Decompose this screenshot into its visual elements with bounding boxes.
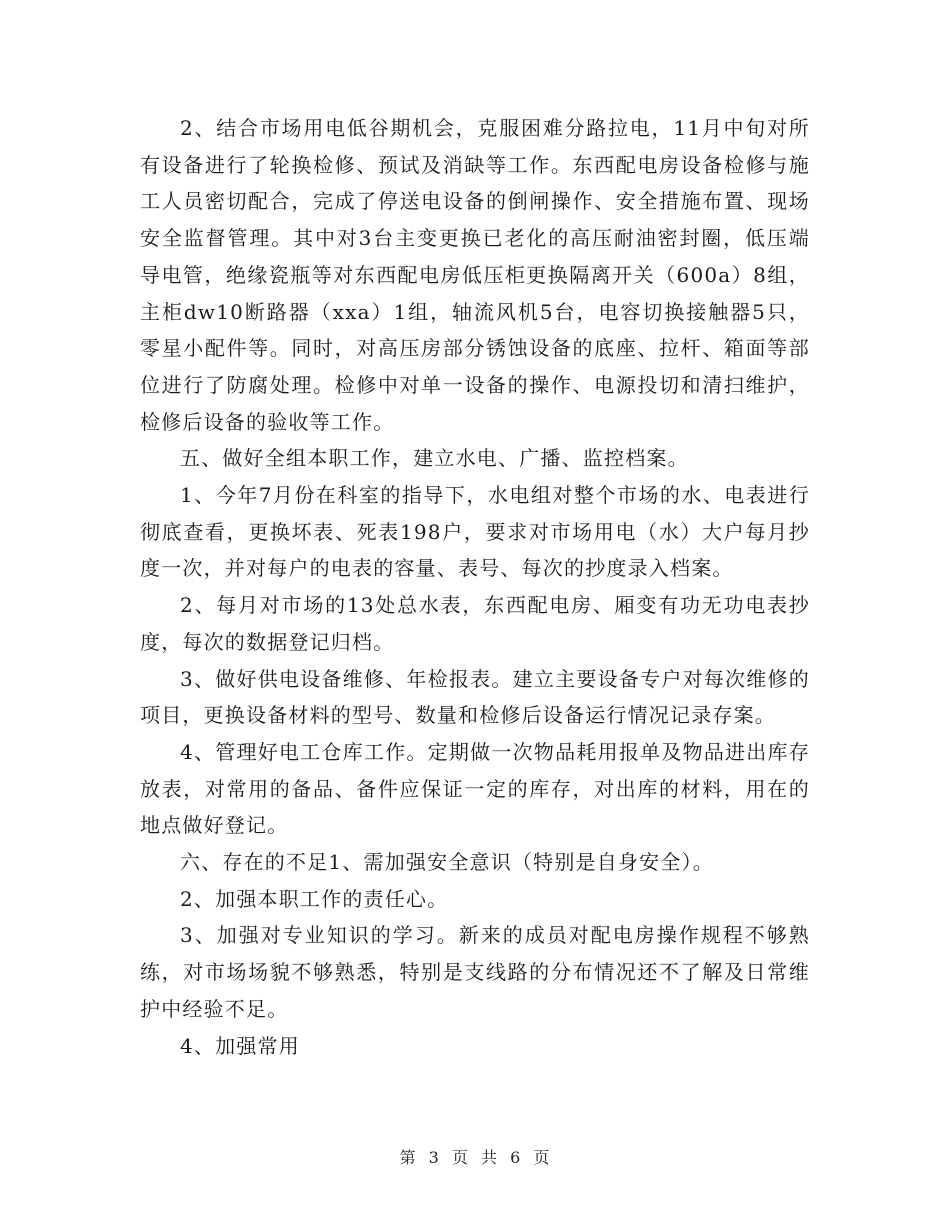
- paragraph-truncated: 4、加强常用: [180, 1033, 300, 1058]
- paragraph-monthly-reading: 2、每月对市场的13处总水表，东西配电房、厢变有功无功电表抄度，每次的数据登记归档。: [140, 593, 810, 654]
- document-body: [140, 110, 810, 1064]
- section-heading-five: 五、做好全组本职工作，建立水电、广播、监控档案。: [180, 446, 689, 471]
- section-heading-six: 六、存在的不足1、需加强安全意识（特别是自身安全）。: [180, 850, 714, 875]
- page-number-footer: 第 3 页 共 6 页: [399, 1148, 551, 1167]
- paragraph-professional-knowledge: 3、加强对专业知识的学习。新来的成员对配电房操作规程不够熟练，对市场场貌不够熟悉，特别是支线路的分布情况还不了解及日常维护中经验不足。: [140, 923, 810, 1021]
- paragraph-meter-check: 1、今年7月份在科室的指导下，水电组对整个市场的水、电表进行彻底查看，更换坏表、死表198户，要求对市场用电（水）大户每月抄度一次，并对每户的电表的容量、表号、每次的抄度录入档案。: [140, 483, 810, 581]
- paragraph-repair-work: 2、结合市场用电低谷期机会，克服困难分路拉电，11月中旬对所有设备进行了轮换检修、预试及消缺等工作。东西配电房设备检修与施工人员密切配合，完成了停送电设备的倒闸操作、安全措施布置、现场安全监督管理。其中对3台主变更换已老化的高压耐油密封圈，低压端导电管，绝缘瓷瓶等对东西配电房低压柜更换隔离开关（600a）8组，主柜dw10断路器（xxa）1组，轴流风机5台，电容切换接触器5只，零星小配件等。同时，对高压房部分锈蚀设备的底座、拉杆、箱面等部位进行了防腐处理。检修中对单一设备的操作、电源投切和清扫维护，检修后设备的验收等工作。: [140, 116, 810, 434]
- paragraph-responsibility: 2、加强本职工作的责任心。: [180, 886, 449, 911]
- paragraph-warehouse: 4、管理好电工仓库工作。定期做一次物品耗用报单及物品进出库存放表，对常用的备品、备件应保证一定的库存，对出库的材料，用在的地点做好登记。: [140, 739, 810, 838]
- paragraph-maintenance-report: 3、做好供电设备维修、年检报表。建立主要设备专户对每次维修的项目，更换设备材料的型号、数量和检修后设备运行情况记录存案。: [140, 666, 810, 728]
